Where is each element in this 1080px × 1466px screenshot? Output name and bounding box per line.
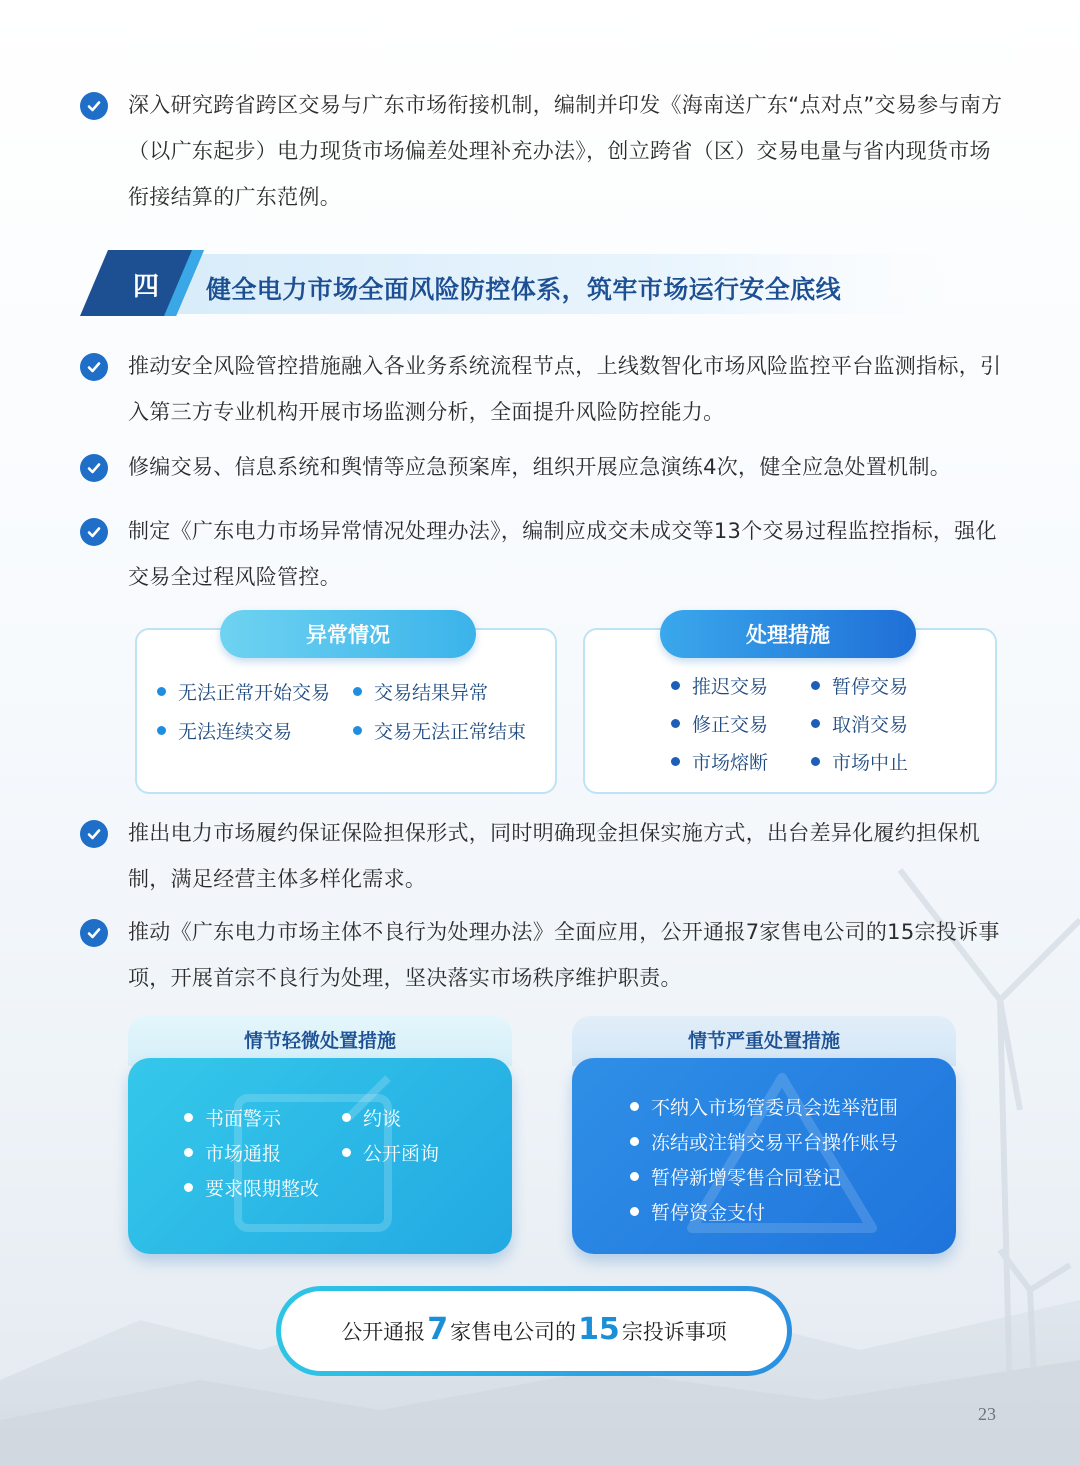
bullet-text: 推动安全风险管控措施融入各业务系统流程节点，上线数智化市场风险监控平台监测指标，引入第三方专业机构开展市场监测分析，全面提升风险防控能力。 xyxy=(128,354,1002,424)
list-item: 暂停交易 xyxy=(811,672,908,699)
bullet-insurance xyxy=(80,810,1010,902)
list-item: 交易无法正常结束 xyxy=(353,717,526,744)
list-item: 暂停新增零售合同登记 xyxy=(630,1163,841,1190)
bullet-abnormal-rules xyxy=(80,508,1010,600)
summary-company-count: 7 xyxy=(427,1311,449,1347)
summary-complaint-count: 15 xyxy=(578,1311,620,1347)
list-item: 无法正常开始交易 xyxy=(157,678,330,705)
measures-title: 处理措施 xyxy=(660,610,916,658)
bullet-dot-icon xyxy=(184,1113,193,1122)
bullet-dot-icon xyxy=(353,726,362,735)
bullet-text: 修编交易、信息系统和舆情等应急预案库，组织开展应急演练4次，健全应急处置机制。 xyxy=(128,455,952,479)
serious-card xyxy=(572,1058,956,1254)
check-circle-icon xyxy=(80,820,108,848)
list-item: 要求限期整改 xyxy=(184,1174,319,1201)
bullet-dot-icon xyxy=(630,1137,639,1146)
bullet-text: 推动《广东电力市场主体不良行为处理办法》全面应用，公开通报7家售电公司的15宗投诉事项，开展首宗不良行为处理，坚决落实市场秩序维护职责。 xyxy=(128,920,1000,990)
bullet-dot-icon xyxy=(353,687,362,696)
abnormal-title: 异常情况 xyxy=(220,610,476,658)
bullet-dot-icon xyxy=(671,719,680,728)
list-item: 市场熔断 xyxy=(671,748,768,775)
bullet-risk-monitoring xyxy=(80,343,1010,435)
bullet-dot-icon xyxy=(811,719,820,728)
bullet-dot-icon xyxy=(342,1148,351,1157)
list-item: 公开函询 xyxy=(342,1139,439,1166)
list-item: 不纳入市场管委员会选举范围 xyxy=(630,1093,898,1120)
section-title: 健全电力市场全面风险防控体系，筑牢市场运行安全底线 xyxy=(206,275,842,304)
bullet-dot-icon xyxy=(630,1102,639,1111)
bullet-dot-icon xyxy=(342,1113,351,1122)
summary-text: 公开通报 7 家售电公司的 15 宗投诉事项 xyxy=(281,1291,787,1371)
check-circle-icon xyxy=(80,518,108,546)
page-number: 23 xyxy=(978,1404,996,1424)
bullet-dot-icon xyxy=(671,757,680,766)
list-item: 取消交易 xyxy=(811,710,908,737)
bullet-dot-icon xyxy=(184,1148,193,1157)
summary-callout xyxy=(276,1286,792,1376)
bullet-dot-icon xyxy=(157,687,166,696)
section-banner xyxy=(80,250,1040,318)
check-circle-icon xyxy=(80,454,108,482)
bullet-text: 制定《广东电力市场异常情况处理办法》，编制应成交未成交等13个交易过程监控指标，强化交易全过程风险管控。 xyxy=(128,519,997,589)
bullet-dot-icon xyxy=(184,1183,193,1192)
bullet-misconduct xyxy=(80,909,1010,1001)
list-item: 修正交易 xyxy=(671,710,768,737)
list-item: 约谈 xyxy=(342,1104,401,1131)
bullet-text: 推出电力市场履约保证保险担保形式，同时明确现金担保实施方式，出台差异化履约担保机制，满足经营主体多样化需求。 xyxy=(128,821,980,891)
minor-card xyxy=(128,1058,512,1254)
list-item: 无法连续交易 xyxy=(157,717,292,744)
check-circle-icon xyxy=(80,919,108,947)
bullet-cross-province xyxy=(80,82,1010,220)
section-number: 四 xyxy=(132,272,159,302)
list-item: 书面警示 xyxy=(184,1104,281,1131)
bullet-emergency-plan xyxy=(80,444,1010,490)
check-circle-icon xyxy=(80,92,108,120)
minor-card-title: 情节轻微处置措施 xyxy=(128,1016,512,1066)
bullet-dot-icon xyxy=(811,681,820,690)
check-circle-icon xyxy=(80,353,108,381)
list-item: 暂停资金支付 xyxy=(630,1198,765,1225)
list-item: 推迟交易 xyxy=(671,672,768,699)
list-item: 市场中止 xyxy=(811,748,908,775)
bullet-dot-icon xyxy=(671,681,680,690)
list-item: 交易结果异常 xyxy=(353,678,488,705)
serious-card-title: 情节严重处置措施 xyxy=(572,1016,956,1066)
bullet-dot-icon xyxy=(630,1172,639,1181)
bullet-dot-icon xyxy=(630,1207,639,1216)
bullet-dot-icon xyxy=(811,757,820,766)
list-item: 市场通报 xyxy=(184,1139,281,1166)
bullet-dot-icon xyxy=(157,726,166,735)
bullet-text: 深入研究跨省跨区交易与广东市场衔接机制，编制并印发《海南送广东“点对点”交易参与南方（以广东起步）电力现货市场偏差处理补充办法》，创立跨省（区）交易电量与省内现货市场衔接结算的广东范例。 xyxy=(128,93,1003,209)
list-item: 冻结或注销交易平台操作账号 xyxy=(630,1128,898,1155)
